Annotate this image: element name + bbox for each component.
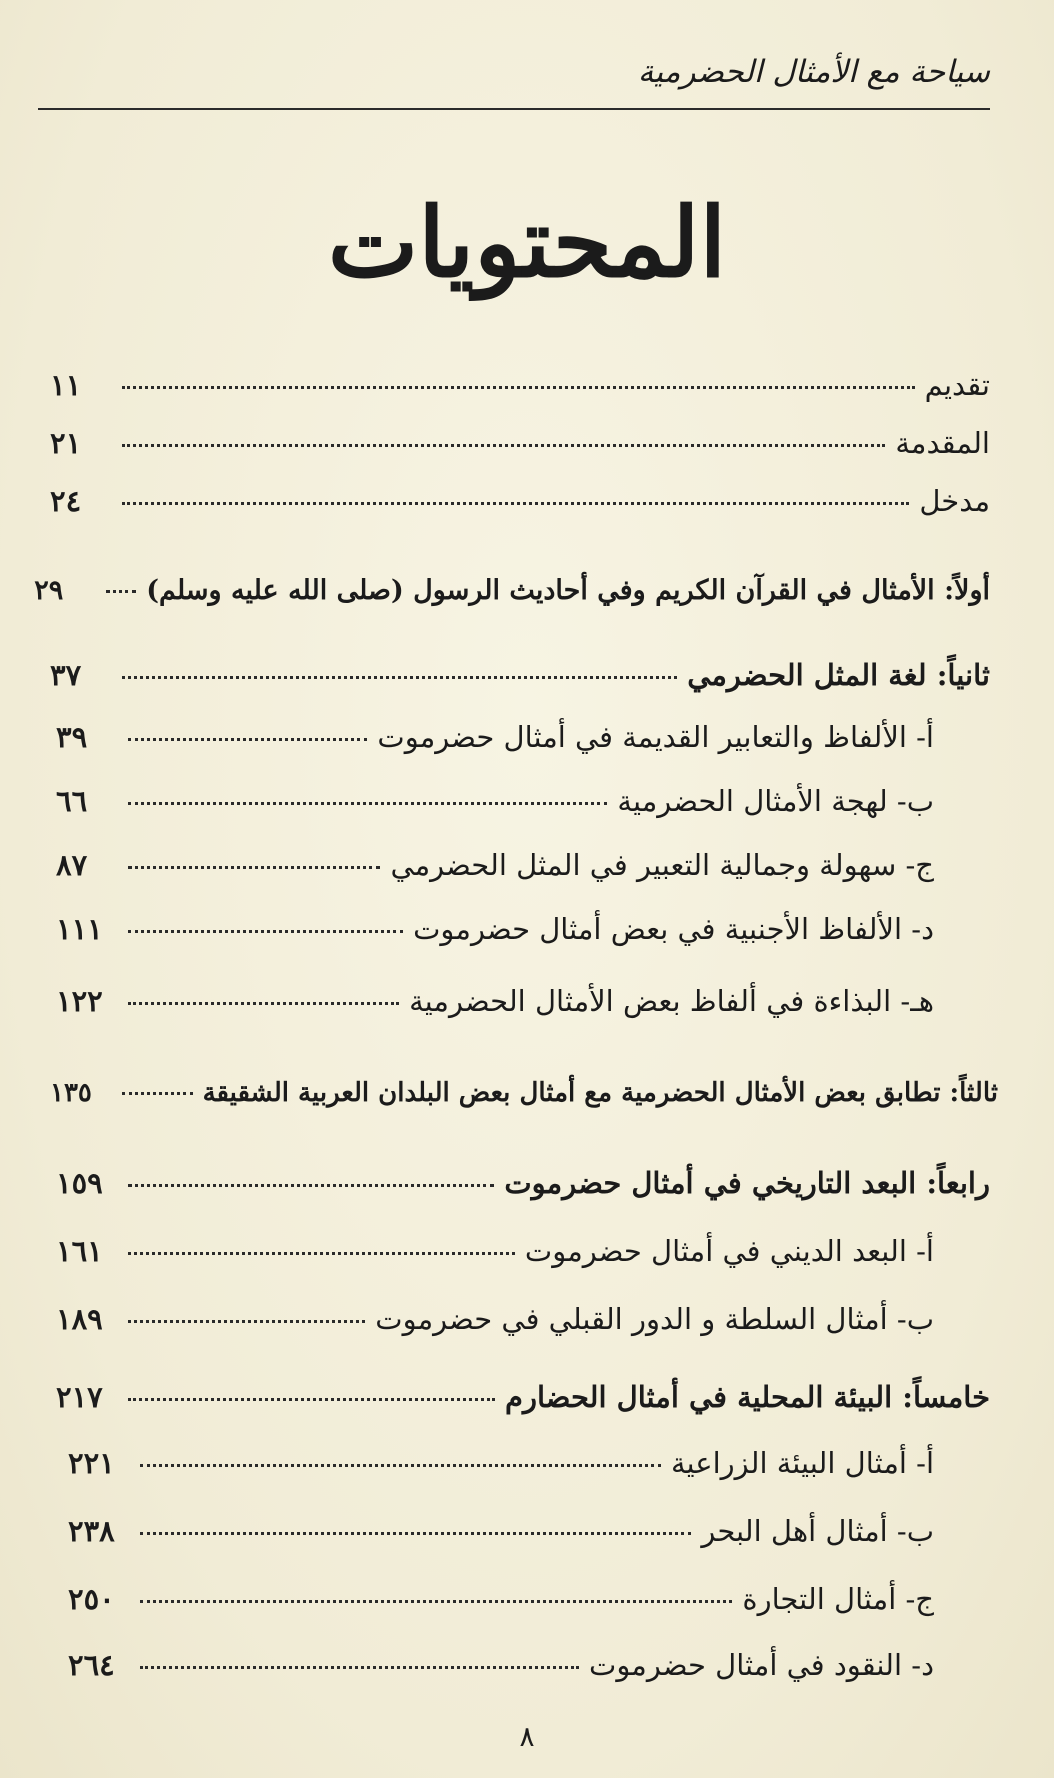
dot-leader: [128, 1184, 494, 1187]
toc-entry-label: ب- أمثال السلطة و الدور القبلي في حضرموت: [375, 1302, 934, 1336]
toc-entry[interactable]: [50, 650, 990, 700]
toc-entry[interactable]: [56, 976, 934, 1026]
toc-entry[interactable]: [34, 566, 990, 616]
toc-entry-label: خامساً: البيئة المحلية في أمثال الحضارم: [505, 1380, 990, 1414]
toc-title: المحتويات: [327, 186, 727, 299]
toc-entry-page: ٢٦٤: [68, 1648, 115, 1682]
toc-entry-page: ٣٩: [56, 720, 88, 754]
toc-entry[interactable]: [68, 1438, 934, 1488]
dot-leader: [122, 444, 885, 447]
toc-entry-page: ٨٧: [56, 848, 88, 882]
toc-entry-label: المقدمة: [895, 426, 990, 460]
toc-entry-label: د- النقود في أمثال حضرموت: [589, 1648, 934, 1682]
toc-entry[interactable]: [56, 1372, 990, 1422]
dot-leader: [140, 1666, 579, 1669]
dot-leader: [140, 1600, 732, 1603]
dot-leader: [128, 1320, 365, 1323]
dot-leader: [128, 1252, 515, 1255]
toc-entry[interactable]: [56, 1158, 990, 1208]
toc-entry-label: د- الألفاظ الأجنبية في بعض أمثال حضرموت: [413, 912, 934, 946]
dot-leader: [140, 1464, 661, 1467]
toc-entry[interactable]: [50, 476, 990, 526]
toc-entry-page: ١٨٩: [56, 1302, 103, 1336]
toc-entry[interactable]: [56, 840, 934, 890]
dot-leader: [140, 1532, 691, 1535]
toc-entry-page: ١٥٩: [56, 1166, 103, 1200]
toc-entry[interactable]: [68, 1574, 934, 1624]
toc-entry-label: تقديم: [924, 368, 990, 402]
toc-entry[interactable]: [50, 1068, 998, 1118]
dot-leader: [128, 802, 607, 805]
toc-entry-page: ٢٣٨: [68, 1514, 115, 1548]
toc-entry-label: ب- لهجة الأمثال الحضرمية: [617, 784, 934, 818]
dot-leader: [122, 386, 915, 389]
running-header: سياحة مع الأمثال الحضرمية: [637, 54, 990, 90]
toc-entry-page: ٢١٧: [56, 1380, 103, 1414]
toc-entry-page: ١٣٥: [50, 1078, 92, 1108]
toc-entry-label: ثانياً: لغة المثل الحضرمي: [687, 658, 990, 692]
toc-entry-page: ١١: [50, 368, 82, 402]
toc-entry-label: أولاً: الأمثال في القرآن الكريم وفي أحاديث الرسول (صلى الله عليه وسلم): [146, 575, 990, 606]
dot-leader: [122, 1092, 193, 1095]
toc-entry-label: ج- سهولة وجمالية التعبير في المثل الحضرمي: [390, 848, 934, 882]
dot-leader: [106, 590, 136, 593]
toc-entry-page: ٢١: [50, 426, 82, 460]
dot-leader: [128, 930, 403, 933]
toc-entry[interactable]: [56, 1226, 934, 1276]
toc-entry-page: ٦٦: [56, 784, 88, 818]
toc-entry-label: ج- أمثال التجارة: [742, 1582, 934, 1616]
toc-entry-page: ٢٩: [34, 575, 64, 606]
dot-leader: [128, 866, 380, 869]
toc-entry-page: ٢٤: [50, 484, 82, 518]
dot-leader: [128, 738, 367, 741]
toc-entry-page: ١١١: [56, 912, 103, 946]
toc-entry-label: مدخل: [919, 484, 990, 518]
toc-entry-page: ١٢٢: [56, 984, 103, 1018]
dot-leader: [128, 1002, 399, 1005]
toc-entry[interactable]: [68, 1640, 934, 1690]
dot-leader: [122, 676, 677, 679]
toc-entry-label: أ- البعد الديني في أمثال حضرموت: [524, 1234, 934, 1268]
toc-entry-page: ١٦١: [56, 1234, 103, 1268]
toc-entry-page: ٣٧: [50, 658, 82, 692]
toc-entry[interactable]: [50, 360, 990, 410]
toc-entry[interactable]: [56, 904, 934, 954]
toc-entry[interactable]: [68, 1506, 934, 1556]
dot-leader: [128, 1398, 495, 1401]
toc-entry[interactable]: [50, 418, 990, 468]
toc-entry-label: أ- أمثال البيئة الزراعية: [670, 1446, 934, 1480]
toc-entry[interactable]: [56, 1294, 934, 1344]
toc-entry-page: ٢٥٠: [68, 1582, 115, 1616]
page-number: ٨: [519, 1720, 535, 1753]
dot-leader: [122, 502, 909, 505]
toc-entry-page: ٢٢١: [68, 1446, 115, 1480]
toc-entry[interactable]: [56, 712, 934, 762]
toc-entry-label: ثالثاً: تطابق بعض الأمثال الحضرمية مع أمثال بعض البلدان العربية الشقيقة: [202, 1078, 998, 1108]
toc-entry-label: أ- الألفاظ والتعابير القديمة في أمثال حضرموت: [377, 720, 934, 754]
toc-entry[interactable]: [56, 776, 934, 826]
toc-entry-label: رابعاً: البعد التاريخي في أمثال حضرموت: [504, 1166, 990, 1200]
toc-entry-label: هـ- البذاءة في ألفاظ بعض الأمثال الحضرمية: [409, 984, 934, 1018]
toc-entry-label: ب- أمثال أهل البحر: [701, 1514, 934, 1548]
